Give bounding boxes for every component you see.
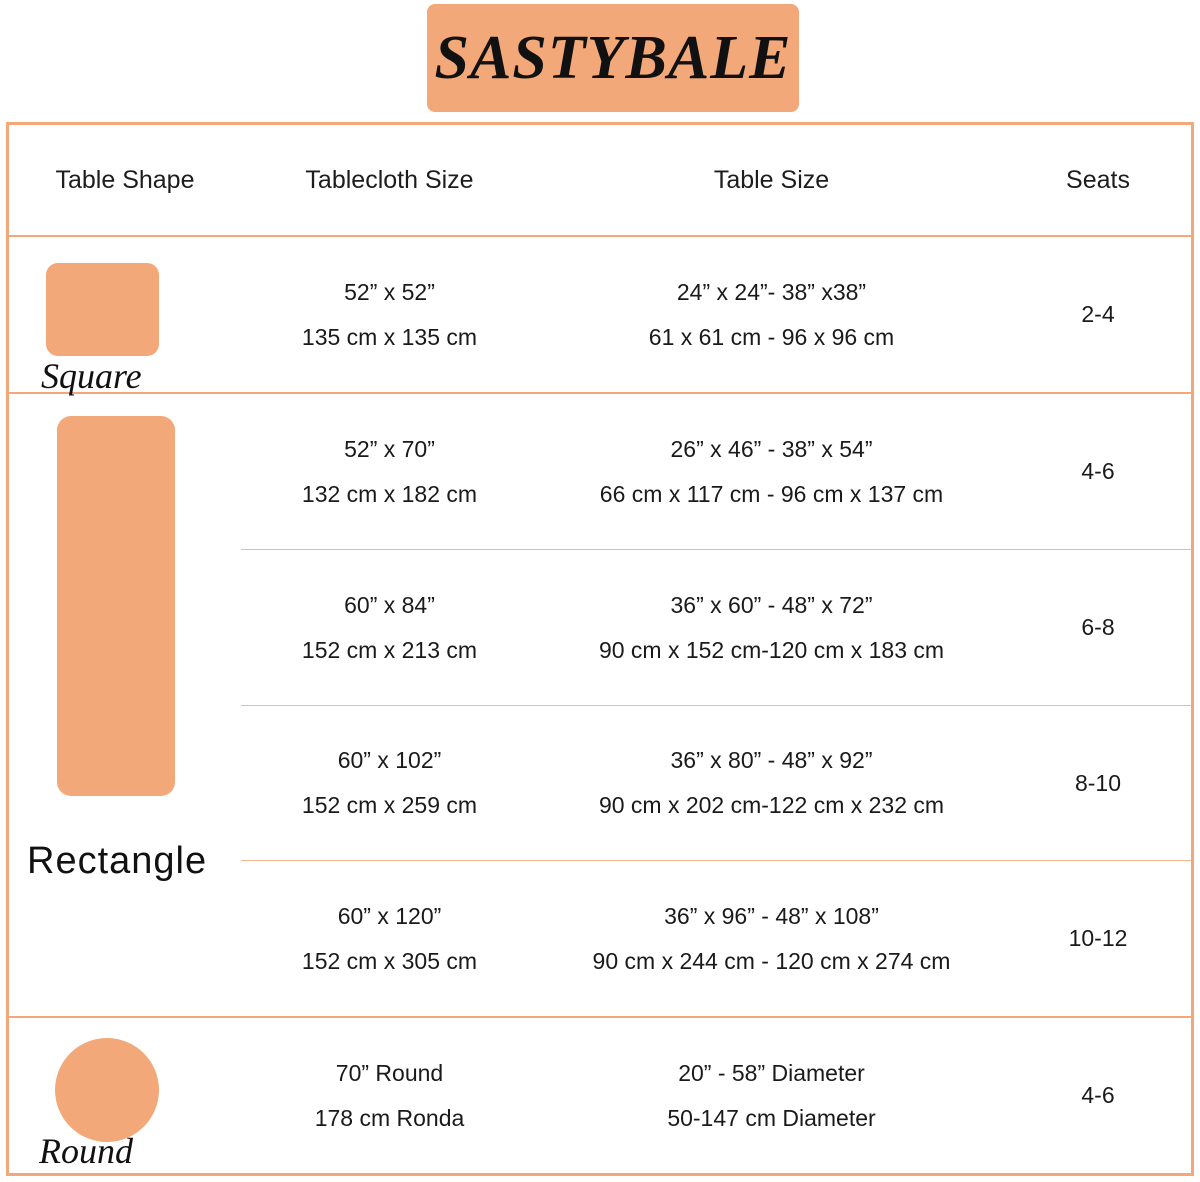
table-inches: 20” - 58” Diameter bbox=[678, 1059, 865, 1086]
tablecloth-cm: 152 cm x 305 cm bbox=[301, 947, 478, 974]
tablecloth-inches: 52” x 52” bbox=[344, 278, 435, 305]
cell-tablecloth-size bbox=[241, 705, 538, 861]
cell-seats: 4-6 bbox=[1005, 1017, 1191, 1173]
tablecloth-inches: 60” x 84” bbox=[344, 591, 435, 618]
size-chart-table bbox=[9, 125, 1191, 1173]
table-cm: 66 cm x 117 cm - 96 cm x 137 cm bbox=[599, 480, 944, 507]
cell-table-size bbox=[538, 550, 1005, 706]
cell-table-size bbox=[538, 236, 1005, 393]
cell-seats: 10-12 bbox=[1005, 861, 1191, 1017]
cell-seats: 2-4 bbox=[1081, 301, 1115, 328]
shape-label-square: Square bbox=[41, 356, 142, 396]
table-cm: 50-147 cm Diameter bbox=[667, 1104, 876, 1131]
cell-table-size bbox=[538, 393, 1005, 549]
table-row bbox=[9, 236, 1191, 393]
tablecloth-cm: 132 cm x 182 cm bbox=[301, 480, 478, 507]
cell-tablecloth-size bbox=[241, 861, 538, 1017]
shape-label-round: Round bbox=[39, 1131, 133, 1172]
table-cm: 61 x 61 cm - 96 x 96 cm bbox=[648, 323, 895, 350]
shape-cell-round bbox=[9, 1017, 241, 1173]
shape-cell-rectangle bbox=[9, 393, 241, 1017]
table-inches: 26” x 46” - 38” x 54” bbox=[670, 435, 873, 462]
tablecloth-cm: 152 cm x 259 cm bbox=[301, 792, 478, 819]
cell-seats: 4-6 bbox=[1005, 393, 1191, 549]
size-chart bbox=[6, 122, 1194, 1176]
tablecloth-inches: 70” Round bbox=[335, 1059, 444, 1086]
tablecloth-inches: 52” x 70” bbox=[344, 435, 435, 462]
tablecloth-inches: 60” x 120” bbox=[337, 903, 442, 930]
tablecloth-cm: 152 cm x 213 cm bbox=[301, 636, 478, 663]
rectangle-swatch-icon bbox=[57, 416, 175, 796]
table-inches: 36” x 96” - 48” x 108” bbox=[664, 903, 879, 930]
shape-cell-square bbox=[9, 236, 241, 396]
square-swatch-icon bbox=[46, 263, 159, 356]
cell-table-size bbox=[538, 1017, 1005, 1173]
brand-banner bbox=[0, 0, 1200, 122]
cell-tablecloth-size bbox=[241, 1017, 538, 1173]
tablecloth-cm: 178 cm Ronda bbox=[314, 1104, 465, 1131]
shape-label-rectangle: Rectangle bbox=[27, 840, 208, 883]
column-header-seats: Seats bbox=[1005, 125, 1191, 236]
column-header-tablecloth-size: Tablecloth Size bbox=[241, 125, 538, 236]
column-header-table-shape: Table Shape bbox=[9, 125, 241, 236]
tablecloth-cm: 135 cm x 135 cm bbox=[301, 323, 478, 350]
cell-table-size bbox=[538, 861, 1005, 1017]
tablecloth-inches: 60” x 102” bbox=[337, 747, 442, 774]
cell-tablecloth-size bbox=[241, 550, 538, 706]
table-inches: 24” x 24”- 38” x38” bbox=[676, 278, 867, 305]
table-inches: 36” x 60” - 48” x 72” bbox=[670, 591, 873, 618]
table-cm: 90 cm x 244 cm - 120 cm x 274 cm bbox=[592, 947, 951, 974]
table-row bbox=[9, 1017, 1191, 1173]
table-header-row bbox=[9, 125, 1191, 236]
table-inches: 36” x 80” - 48” x 92” bbox=[670, 747, 873, 774]
circle-swatch-icon bbox=[55, 1038, 159, 1142]
cell-table-size bbox=[538, 705, 1005, 861]
column-header-table-size: Table Size bbox=[538, 125, 1005, 236]
table-row bbox=[9, 393, 1191, 549]
brand-name: SASTYBALE bbox=[434, 24, 792, 92]
cell-seats: 6-8 bbox=[1005, 550, 1191, 706]
table-cm: 90 cm x 202 cm-122 cm x 232 cm bbox=[598, 792, 945, 819]
table-cm: 90 cm x 152 cm-120 cm x 183 cm bbox=[598, 636, 945, 663]
cell-tablecloth-size bbox=[241, 393, 538, 549]
cell-seats: 8-10 bbox=[1005, 705, 1191, 861]
brand-badge bbox=[427, 4, 799, 112]
cell-tablecloth-size bbox=[241, 236, 538, 393]
